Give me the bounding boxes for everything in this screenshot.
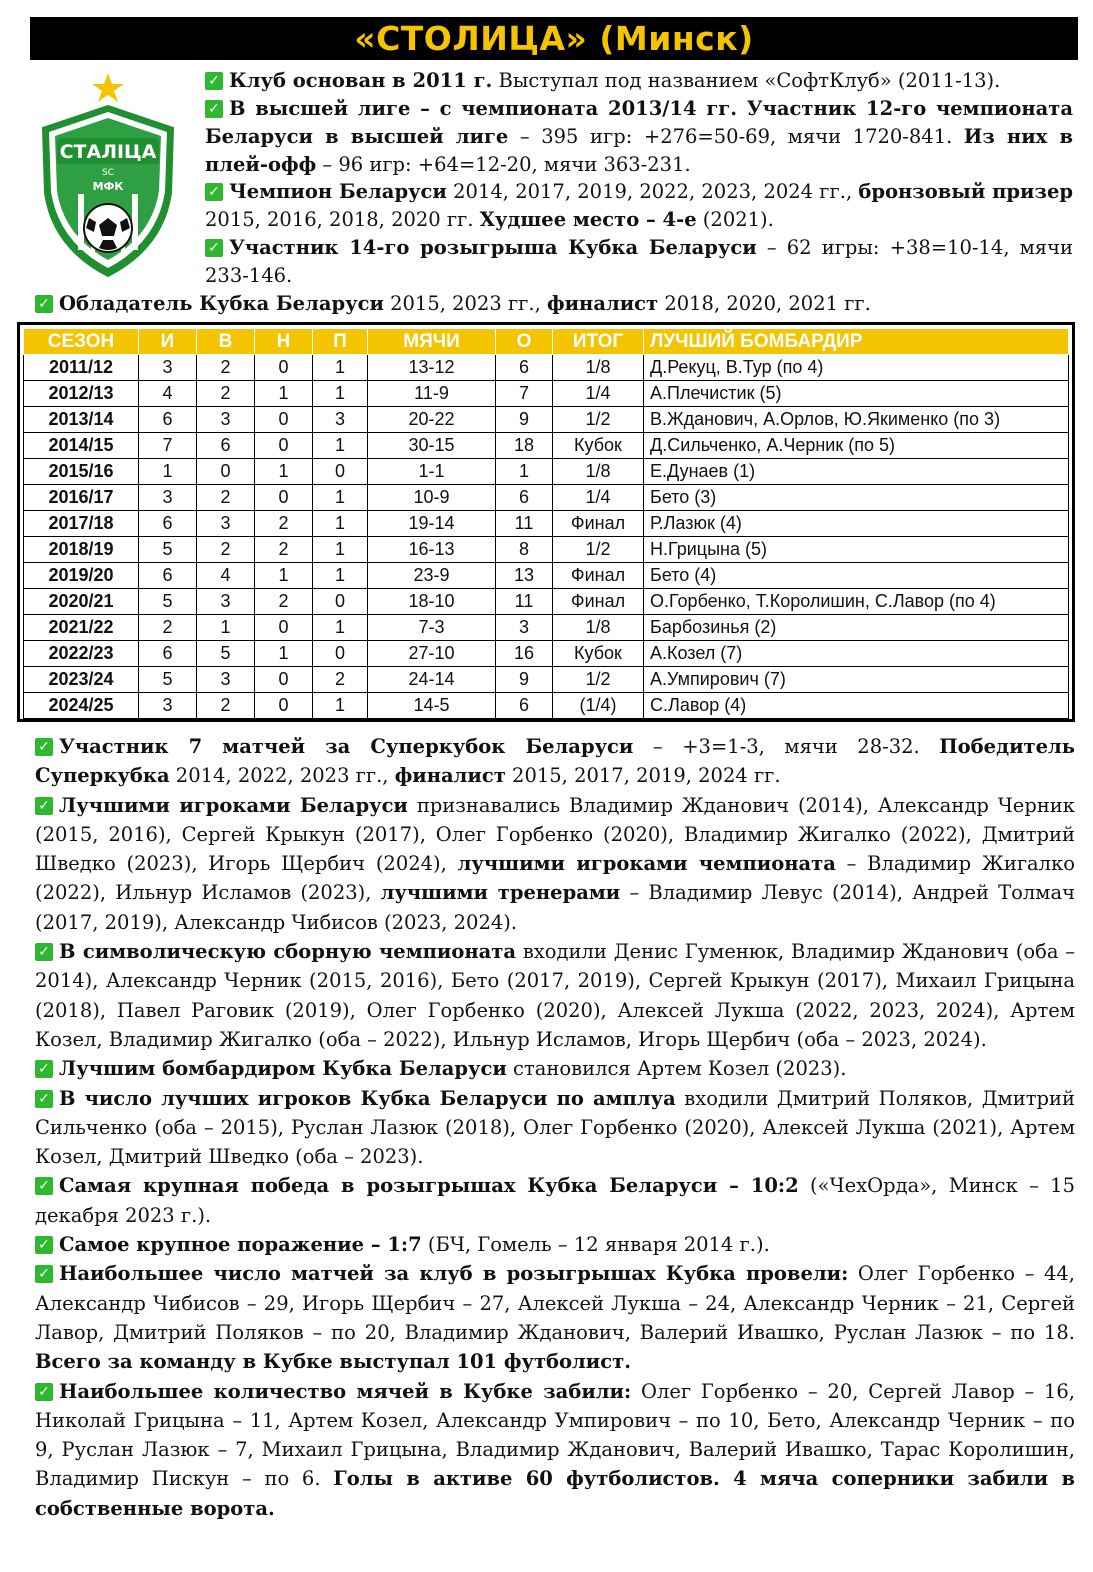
table-cell: 0 <box>255 693 313 719</box>
table-cell: 1/8 <box>553 459 644 485</box>
table-cell: 3 <box>139 355 197 381</box>
column-header: ЛУЧШИЙ БОМБАРДИР <box>644 329 1069 355</box>
table-cell: Бето (4) <box>644 563 1069 589</box>
table-cell: 8 <box>496 537 553 563</box>
table-cell: 11-9 <box>368 381 496 407</box>
table-cell: 2 <box>197 355 255 381</box>
table-cell: 0 <box>255 433 313 459</box>
table-cell: 9 <box>496 667 553 693</box>
table-cell: 5 <box>139 667 197 693</box>
table-cell: 4 <box>197 563 255 589</box>
fact-founded: ✓ Клуб основан в 2011 г. Выступал под названием «СофтКлуб» (2011-13). <box>205 67 1073 95</box>
table-cell: Финал <box>553 511 644 537</box>
note-paragraph <box>35 1230 1075 1259</box>
table-cell: 2 <box>197 485 255 511</box>
note-text: Олег Горбенко – 44, Александр Чибисов – 29, Игорь Щербич – 27, Алексей Лукша – 24, Александр Черник – 21, Сергей Лавор, Дмитрий Поляков – по 20, Владимир Жданович, Валерий Ивашко, Руслан Лазюк – по 18. <box>35 1262 1076 1344</box>
table-cell: 1 <box>255 459 313 485</box>
checkmark-icon: ✓ <box>35 738 53 756</box>
table-cell: 20-22 <box>368 407 496 433</box>
column-header: Н <box>255 329 313 355</box>
table-cell: В.Жданович, А.Орлов, Ю.Якименко (по 3) <box>644 407 1069 433</box>
note-paragraph <box>35 1259 1075 1376</box>
table-cell: 16 <box>496 641 553 667</box>
table-cell: Финал <box>553 589 644 615</box>
page-title: «СТОЛИЦА» (Минск) <box>354 19 754 58</box>
table-cell: Бето (3) <box>644 485 1069 511</box>
table-cell: 2016/17 <box>24 485 139 511</box>
seasons-table <box>23 328 1069 719</box>
checkmark-icon: ✓ <box>35 797 53 815</box>
note-bold-text: Лучшим бомбардиром Кубка Беларуси <box>59 1057 507 1081</box>
table-cell: 5 <box>139 589 197 615</box>
table-cell: 1 <box>313 693 368 719</box>
note-bold-text: Победитель Суперкубка <box>35 735 1076 788</box>
table-cell: 3 <box>197 667 255 693</box>
table-cell: А.Козел (7) <box>644 641 1069 667</box>
table-cell: 23-9 <box>368 563 496 589</box>
table-cell: Кубок <box>553 641 644 667</box>
table-cell: 19-14 <box>368 511 496 537</box>
checkmark-icon: ✓ <box>35 943 53 961</box>
table-cell: 1 <box>139 459 197 485</box>
note-text: – Владимир Жигалко (2022), Ильнур Исламов (2023), <box>35 852 1075 905</box>
table-cell: 6 <box>496 693 553 719</box>
table-row <box>24 381 1069 407</box>
table-cell: 2 <box>255 537 313 563</box>
table-cell: 2 <box>255 589 313 615</box>
table-cell: А.Плечистик (5) <box>644 381 1069 407</box>
table-cell: 10-9 <box>368 485 496 511</box>
notes-section <box>35 732 1075 1523</box>
table-cell: 0 <box>255 615 313 641</box>
column-header: П <box>313 329 368 355</box>
checkmark-icon: ✓ <box>205 239 223 257</box>
table-cell: 1 <box>313 537 368 563</box>
table-cell: 1 <box>496 459 553 485</box>
note-text: становился Артем Козел (2023). <box>506 1057 847 1081</box>
table-cell: 2014/15 <box>24 433 139 459</box>
column-header: О <box>496 329 553 355</box>
note-bold-text: финалист <box>394 764 506 788</box>
checkmark-icon: ✓ <box>35 1060 53 1078</box>
fact-champion: ✓ Чемпион Беларуси 2014, 2017, 2019, 2022, 2023, 2024 гг., бронзовый призер 2015, 2016, 2018, 2020 гг. Худшее место – 4-е (2021). <box>205 180 1073 231</box>
checkmark-icon: ✓ <box>35 1265 53 1283</box>
table-cell: Р.Лазюк (4) <box>644 511 1069 537</box>
note-bold-text: В символическую сборную чемпионата <box>59 940 517 964</box>
table-cell: О.Горбенко, Т.Королишин, С.Лавор (по 4) <box>644 589 1069 615</box>
table-cell: 1 <box>313 381 368 407</box>
note-paragraph <box>35 1377 1075 1523</box>
svg-text:СТАЛІЦА: СТАЛІЦА <box>59 141 157 163</box>
table-cell: 0 <box>197 459 255 485</box>
table-header-row <box>24 329 1069 355</box>
table-cell: 1/8 <box>553 355 644 381</box>
table-cell: 2 <box>197 381 255 407</box>
note-paragraph <box>35 1054 1075 1083</box>
table-cell: Финал <box>553 563 644 589</box>
table-row <box>24 589 1069 615</box>
table-cell: 1 <box>197 615 255 641</box>
table-cell: 2018/19 <box>24 537 139 563</box>
note-bold-text: лучшими игроками чемпионата <box>457 852 836 876</box>
fact-top-league: ✓ В высшей лиге – с чемпионата 2013/14 гг. Участник 12-го чемпионата Беларуси в высшей лиге – 395 игр: +276=50-69, мячи 1720-841. Из них в плей-офф – 96 игр: +64=12-20, мячи 363-231. <box>205 97 1074 176</box>
table-cell: 1/2 <box>553 537 644 563</box>
note-text: входили Дмитрий Поляков, Дмитрий Сильченко (оба – 2015), Руслан Лазюк (2018), Олег Горбенко (2020), Алексей Лукша (2021), Артем Козел, Дмитрий Шведко (оба – 2023). <box>35 1086 1075 1169</box>
table-row <box>24 563 1069 589</box>
table-cell: 2015/16 <box>24 459 139 485</box>
table-cell: 0 <box>255 485 313 511</box>
checkmark-icon: ✓ <box>35 1090 53 1108</box>
note-text: – Владимир Левус (2014), Андрей Толмач (2017, 2019), Александр Чибисов (2023, 2024). <box>35 881 1075 934</box>
table-cell: 5 <box>139 537 197 563</box>
table-cell: Д.Рекуц, В.Тур (по 4) <box>644 355 1069 381</box>
table-row <box>24 693 1069 719</box>
table-cell: 11 <box>496 511 553 537</box>
note-bold-text: Участник 7 матчей за Суперкубок Беларуси <box>59 735 634 758</box>
note-paragraph <box>35 1171 1075 1230</box>
table-cell: Барбозинья (2) <box>644 615 1069 641</box>
note-bold-text: Самое крупное поражение – 1:7 <box>59 1233 422 1257</box>
table-cell: 1 <box>313 355 368 381</box>
note-paragraph <box>35 732 1075 791</box>
table-cell: 1 <box>313 511 368 537</box>
table-cell: 1 <box>255 641 313 667</box>
table-cell: 1 <box>255 381 313 407</box>
checkmark-icon: ✓ <box>205 72 223 90</box>
table-cell: 0 <box>255 667 313 693</box>
table-cell: 6 <box>139 511 197 537</box>
checkmark-icon: ✓ <box>35 295 53 313</box>
table-cell: 0 <box>313 589 368 615</box>
table-row <box>24 407 1069 433</box>
table-cell: 6 <box>139 407 197 433</box>
checkmark-icon: ✓ <box>35 1177 53 1195</box>
star-icon <box>92 73 124 102</box>
table-cell: 27-10 <box>368 641 496 667</box>
table-cell: 9 <box>496 407 553 433</box>
seasons-table-frame <box>17 322 1075 722</box>
svg-text:МФК: МФК <box>92 180 124 193</box>
note-text: 2014, 2022, 2023 гг., <box>169 764 395 788</box>
club-logo <box>33 68 183 283</box>
table-cell: Н.Грицына (5) <box>644 537 1069 563</box>
table-row <box>24 537 1069 563</box>
table-cell: 1/2 <box>553 667 644 693</box>
table-cell: 3 <box>313 407 368 433</box>
table-cell: 2 <box>197 537 255 563</box>
note-bold-text: Самая крупная победа в розыгрышах Кубка Беларуси – 10:2 <box>59 1174 799 1198</box>
table-cell: 6 <box>496 485 553 511</box>
table-cell: 6 <box>496 355 553 381</box>
table-cell: 1/4 <box>553 381 644 407</box>
note-text: признавались Владимир Жданович (2014), Александр Черник (2015, 2016), Сергей Крыкун (2017), Олег Горбенко (2020), Владимир Жигалко (2022), Дмитрий Шведко (2023), Игорь Щербич (2024), <box>35 793 1075 876</box>
table-cell: 2 <box>313 667 368 693</box>
table-row <box>24 667 1069 693</box>
table-row <box>24 433 1069 459</box>
table-cell: 14-5 <box>368 693 496 719</box>
table-cell: 3 <box>139 485 197 511</box>
table-cell: 13-12 <box>368 355 496 381</box>
table-cell: 1/2 <box>553 407 644 433</box>
table-cell: 2011/12 <box>24 355 139 381</box>
club-crest-icon <box>33 68 183 283</box>
table-cell: 4 <box>139 381 197 407</box>
note-bold-text: В число лучших игроков Кубка Беларуси по амплуа <box>59 1086 676 1110</box>
table-cell: 1 <box>255 563 313 589</box>
table-cell: 3 <box>496 615 553 641</box>
column-header: ИТОГ <box>553 329 644 355</box>
table-cell: 6 <box>139 563 197 589</box>
column-header: В <box>197 329 255 355</box>
table-cell: 2023/24 <box>24 667 139 693</box>
fact-cup-participant: ✓ Участник 14-го розыгрыша Кубка Беларуси – 62 игры: +38=10-14, мячи 233-146. <box>205 236 1073 287</box>
table-cell: (1/4) <box>553 693 644 719</box>
table-cell: 7 <box>139 433 197 459</box>
column-header: СЕЗОН <box>24 329 139 355</box>
table-cell: 1 <box>313 433 368 459</box>
table-row <box>24 459 1069 485</box>
table-cell: 0 <box>313 459 368 485</box>
table-cell: 2020/21 <box>24 589 139 615</box>
fact-cup-winner: ✓ Обладатель Кубка Беларуси 2015, 2023 гг., финалист 2018, 2020, 2021 гг. <box>35 290 1075 318</box>
table-cell: 5 <box>197 641 255 667</box>
table-cell: 6 <box>139 641 197 667</box>
table-cell: 1-1 <box>368 459 496 485</box>
table-cell: 2022/23 <box>24 641 139 667</box>
table-cell: 2021/22 <box>24 615 139 641</box>
table-cell: 11 <box>496 589 553 615</box>
table-cell: 3 <box>197 511 255 537</box>
note-paragraph <box>35 791 1075 937</box>
table-cell: 2 <box>139 615 197 641</box>
checkmark-icon: ✓ <box>35 1236 53 1254</box>
table-cell: 6 <box>197 433 255 459</box>
table-row <box>24 355 1069 381</box>
table-cell: 2 <box>197 693 255 719</box>
table-cell: 1/8 <box>553 615 644 641</box>
note-paragraph <box>35 937 1075 1054</box>
note-bold-text: Голы в активе 60 футболистов. 4 мяча соперники забили в собственные ворота. <box>35 1467 1075 1520</box>
table-cell: 7 <box>496 381 553 407</box>
table-cell: Кубок <box>553 433 644 459</box>
table-row <box>24 485 1069 511</box>
note-text: – +3=1-3, мячи 28-32. <box>633 735 940 758</box>
table-cell: 2024/25 <box>24 693 139 719</box>
table-cell: 18-10 <box>368 589 496 615</box>
checkmark-icon: ✓ <box>205 183 223 201</box>
table-cell: 30-15 <box>368 433 496 459</box>
title-bar <box>30 17 1078 60</box>
svg-text:SC: SC <box>102 168 114 178</box>
note-text: (БЧ, Гомель – 12 января 2014 г.). <box>421 1233 770 1257</box>
note-paragraph <box>35 1084 1075 1172</box>
note-text: («ЧехОрда», Минск – 15 декабря 2023 г.). <box>35 1174 1075 1227</box>
table-row <box>24 615 1069 641</box>
note-bold-text: Всего за команду в Кубке выступал 101 футболист. <box>35 1350 632 1374</box>
table-row <box>24 511 1069 537</box>
table-cell: 1/4 <box>553 485 644 511</box>
table-cell: 2017/18 <box>24 511 139 537</box>
note-text: 2015, 2017, 2019, 2024 гг. <box>505 764 781 788</box>
table-cell: 2 <box>255 511 313 537</box>
checkmark-icon: ✓ <box>205 100 223 118</box>
table-cell: 1 <box>313 615 368 641</box>
table-cell: 3 <box>197 407 255 433</box>
table-row <box>24 641 1069 667</box>
table-cell: 13 <box>496 563 553 589</box>
table-cell: 0 <box>255 407 313 433</box>
table-cell: С.Лавор (4) <box>644 693 1069 719</box>
table-cell: 3 <box>197 589 255 615</box>
table-cell: Д.Сильченко, А.Черник (по 5) <box>644 433 1069 459</box>
column-header: И <box>139 329 197 355</box>
checkmark-icon: ✓ <box>35 1383 53 1401</box>
table-cell: 1 <box>313 485 368 511</box>
table-cell: 1 <box>313 563 368 589</box>
table-cell: 2013/14 <box>24 407 139 433</box>
table-cell: 2012/13 <box>24 381 139 407</box>
table-cell: Е.Дунаев (1) <box>644 459 1069 485</box>
note-text: входили Денис Гуменюк, Владимир Жданович (оба – 2014), Александр Черник (2015, 2016), Бето (2017, 2019), Сергей Крыкун (2017), Михаил Грицына (2018), Павел Раговик (2019), Олег Горбенко (2020), Алексей Лукша (2022, 2023, 2024), Артем Козел, Владимир Жигалко (оба – 2022), Ильнур Исламов, Игорь Щербич (оба – 2023, 2024). <box>35 940 1075 1051</box>
table-cell: А.Умпирович (7) <box>644 667 1069 693</box>
note-bold-text: Наибольшее количество мячей в Кубке забили: <box>59 1379 632 1403</box>
table-cell: 2019/20 <box>24 563 139 589</box>
table-cell: 7-3 <box>368 615 496 641</box>
table-cell: 24-14 <box>368 667 496 693</box>
note-bold-text: лучшими тренерами <box>380 881 621 905</box>
note-bold-text: Наибольшее число матчей за клуб в розыгрышах Кубка провели: <box>59 1262 849 1286</box>
table-cell: 0 <box>313 641 368 667</box>
table-cell: 3 <box>139 693 197 719</box>
table-cell: 16-13 <box>368 537 496 563</box>
note-bold-text: Лучшими игроками Беларуси <box>59 793 408 817</box>
note-text: Олег Горбенко – 20, Сергей Лавор – 16, Николай Грицына – 11, Артем Козел, Александр Умпирович – по 10, Бето, Александр Черник – по 9, Руслан Лазюк – 7, Михаил Грицына, Владимир Жданович, Валерий Ивашко, Тарас Королишин, Владимир Пискун – по 6. <box>35 1379 1076 1491</box>
table-cell: 0 <box>255 355 313 381</box>
table-cell: 18 <box>496 433 553 459</box>
column-header: МЯЧИ <box>368 329 496 355</box>
